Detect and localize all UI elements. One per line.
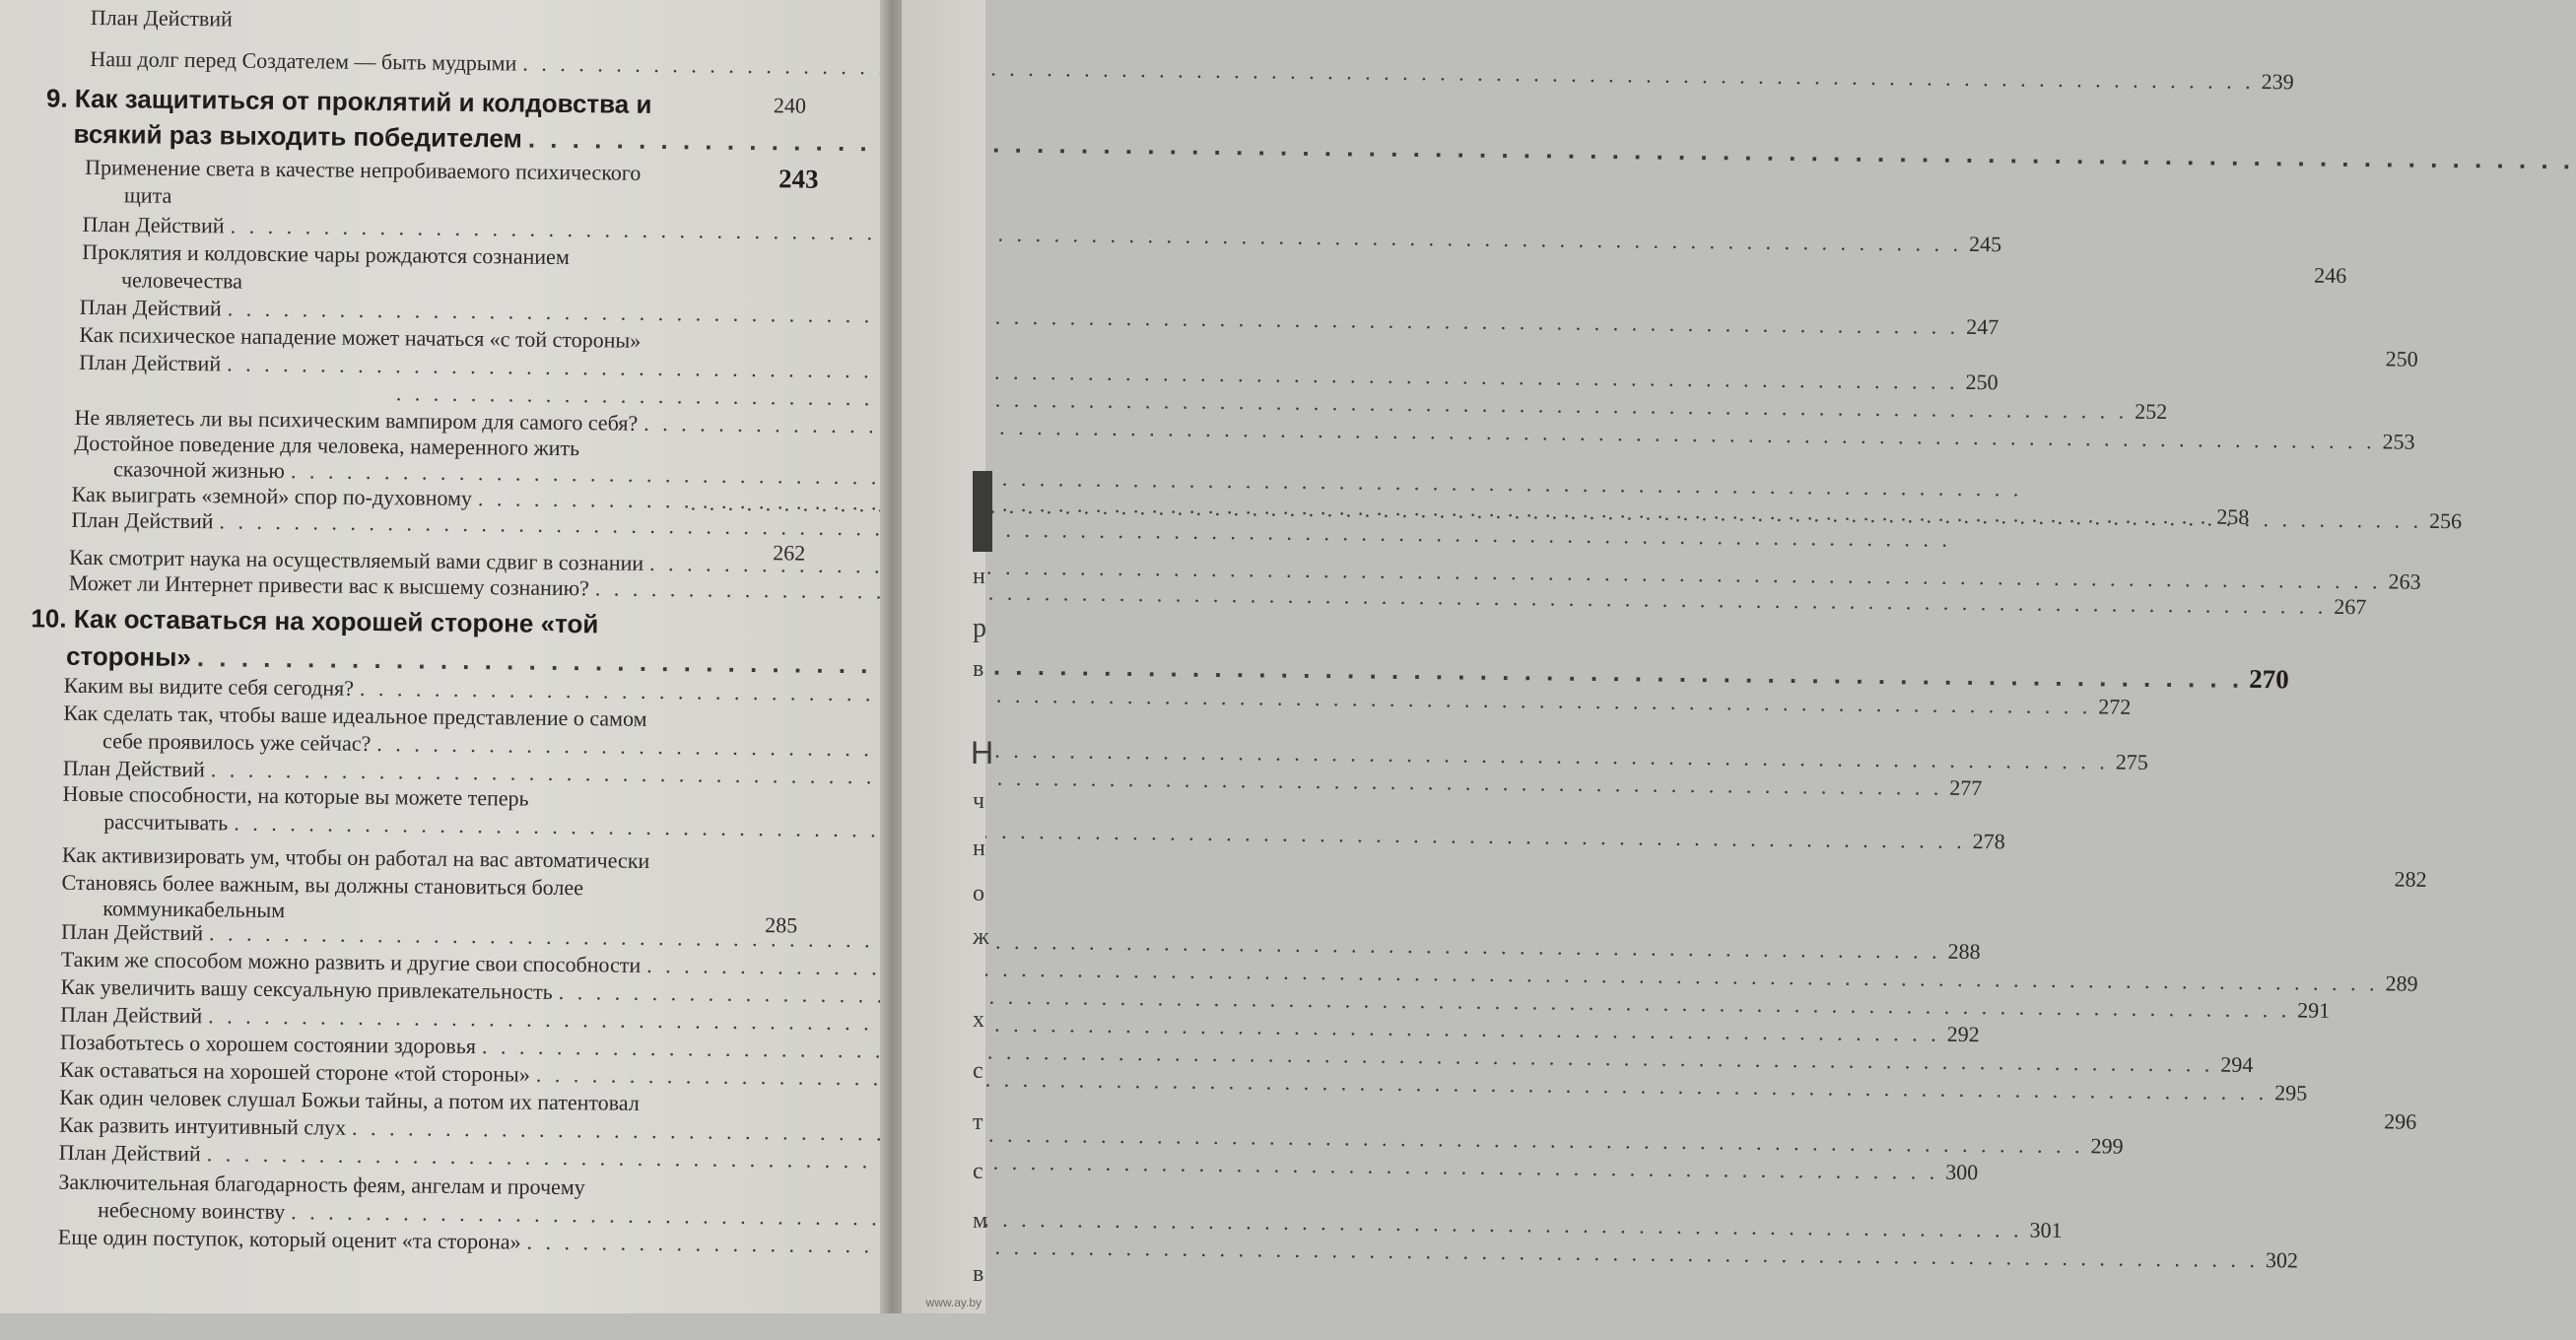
right-page-text-fragment: ч <box>973 788 985 814</box>
toc-entry-title: рассчитывать <box>103 809 229 836</box>
toc-page-number: 302 <box>2265 1247 2299 1273</box>
toc-entry-title: Наш долг перед Создателем — быть мудрыми <box>90 45 517 76</box>
right-page-text-fragment: в <box>973 1261 984 1287</box>
right-page-text-fragment: ж <box>973 924 989 950</box>
toc-page-number: 299 <box>2090 1133 2124 1159</box>
right-page-text-fragment: т <box>973 1109 983 1135</box>
chapter-9-heading: 9. Как защититься от проклятий и колдовства и <box>45 83 652 119</box>
toc-entry-title: Как развить интуитивный слух <box>58 1111 347 1140</box>
toc-entry-title: Проклятия и колдовские чары рождаются сознанием <box>82 238 570 270</box>
toc-page-number: 243 <box>778 164 819 194</box>
right-page-text-fragment: м <box>973 1208 988 1234</box>
watermark: www.ay.by <box>925 1296 982 1309</box>
toc-entry-title: Как активизировать ум, чтобы он работал на вас автоматически <box>61 841 650 873</box>
toc-entry-title: Как один человек слушал Божьи тайны, а потом их патентовал <box>59 1084 640 1115</box>
toc-page-number: 262 <box>773 540 806 566</box>
toc-entry-title: План Действий <box>79 349 222 376</box>
toc-entry-title: Как психическое нападение может начаться «с той стороны» <box>79 321 642 353</box>
toc-page-number: 239 <box>2261 69 2294 95</box>
toc-entry-title: Не являетесь ли вы психическим вампиром для самого себя? <box>74 404 639 436</box>
toc-page-number: 275 <box>2115 749 2148 774</box>
toc-page-number: 294 <box>2220 1051 2254 1078</box>
toc-entry-title: План Действий <box>58 1139 201 1167</box>
toc-page-number: 270 <box>2249 663 2289 695</box>
toc-page-number: 288 <box>1947 938 1981 965</box>
right-page-text-fragment: с <box>973 1159 983 1184</box>
toc-entry-title: Позаботьтесь о хорошем состоянии здоровья <box>59 1029 477 1059</box>
toc-page-number: 267 <box>2334 593 2367 620</box>
right-page-text-fragment: о <box>973 881 984 906</box>
right-page-text-fragment: н <box>973 564 985 589</box>
toc-page-number: 258 <box>2216 503 2250 529</box>
toc-entry: Достойное поведение для человека, намеренного жить <box>74 430 580 461</box>
toc-entry-title: План Действий <box>62 755 205 782</box>
toc-entry-title: Может ли Интернет привести вас к высшему сознанию? <box>68 570 590 601</box>
toc-page-number: 250 <box>2385 346 2418 371</box>
toc-entry-title: себе проявилось уже сейчас? <box>102 728 372 756</box>
toc-entry-title: Как оставаться на хорошей стороне «той стороны» <box>59 1056 530 1087</box>
toc-entry: Применение света в качестве непробиваемого психического <box>85 154 642 185</box>
toc-page-number: 285 <box>765 912 798 938</box>
toc-page-number: 295 <box>2274 1080 2308 1106</box>
toc-page-number: 282 <box>2394 866 2427 892</box>
toc-page-number: 246 <box>2314 262 2347 288</box>
toc-entry: Как сделать так, чтобы ваше идеальное представление о самом <box>63 700 647 731</box>
toc-page-number: 250 <box>1965 368 1999 395</box>
chapter-9-page <box>779 164 819 194</box>
toc-page-number: 301 <box>2029 1217 2063 1242</box>
right-page-text-fragment: с <box>973 1058 983 1084</box>
right-page-text-fragment: н <box>973 836 985 861</box>
toc-page-number: 296 <box>2384 1108 2417 1134</box>
toc-page-number: 253 <box>2382 429 2415 454</box>
toc-entry-title: Каким вы видите себя сегодня? <box>63 672 355 701</box>
toc-entry: коммуникабельным <box>102 896 286 923</box>
toc-page-number: 263 <box>2388 569 2421 594</box>
toc-entry-title: План Действий <box>60 1001 203 1029</box>
toc-entry-title: небесному воинству <box>98 1197 286 1225</box>
toc-entry <box>79 349 1999 395</box>
toc-entry <box>103 809 2005 854</box>
book-page-right <box>902 0 994 1313</box>
chapter-10-heading: 10. Как оставаться на хорошей стороне «той <box>31 603 599 639</box>
right-page-text-fragment: х <box>973 1007 984 1033</box>
chapter-9-title: всякий раз выходить победителем <box>73 118 522 154</box>
chapter-10-title: стороны» <box>65 640 192 673</box>
toc-entry: человечества <box>120 267 243 294</box>
toc-entry-title: План Действий <box>79 294 222 321</box>
toc-entry-title: Таким же способом можно развить и другие свои способности <box>60 946 642 977</box>
toc-entry-title: План Действий <box>60 918 204 946</box>
toc-entry: План Действий <box>90 4 233 32</box>
right-page-text-fragment: в <box>973 656 984 682</box>
toc-entry <box>90 45 2294 95</box>
toc-entry: Становясь более важным, вы должны становиться более <box>61 869 584 901</box>
leader-dots <box>522 51 2255 95</box>
toc-entry-title: Как выиграть «земной» спор по-духовному <box>71 481 473 511</box>
toc-page-number: 289 <box>2385 971 2418 996</box>
toc-entry-title: Еще один поступок, который оценит «та сторона» <box>57 1224 521 1254</box>
toc-page-number: 245 <box>1968 231 2002 257</box>
toc-entry-title: сказочной жизнью <box>112 456 286 484</box>
leader-dots <box>528 124 2575 176</box>
toc-entry-title: Как смотрит наука на осуществляемый вами сдвиг в сознании <box>68 544 644 575</box>
chapter-9-heading-line2 <box>73 119 820 158</box>
toc-page-number: 292 <box>1946 1021 1980 1047</box>
toc-entry-title: План Действий <box>82 211 225 238</box>
toc-page-number: 247 <box>1966 313 2000 340</box>
toc-entry-title: План Действий <box>71 506 214 534</box>
book-spine-gutter <box>880 0 904 1313</box>
toc-page-number: 278 <box>1972 829 2005 854</box>
toc-page-number: 252 <box>2135 398 2168 425</box>
toc-entry-title: Как увеличить вашу сексуальную привлекательность <box>60 973 553 1004</box>
toc-entry: щита <box>123 182 172 208</box>
toc-entry: Заключительная благодарность феям, ангелам и прочему <box>58 1169 585 1200</box>
toc-page-number: 291 <box>2297 997 2331 1023</box>
toc-page-number: 240 <box>773 93 807 118</box>
toc-page-number: 277 <box>1949 774 1983 801</box>
toc-page-number: 256 <box>2428 507 2463 534</box>
large-initial-glyph <box>973 471 992 552</box>
toc-entry: Новые способности, на которые вы можете теперь <box>62 780 529 811</box>
right-page-text-fragment: Н <box>971 735 994 770</box>
right-page-text-fragment: р <box>973 613 986 643</box>
toc-page-number: 272 <box>2098 694 2132 719</box>
toc-page-number: 300 <box>1945 1159 1979 1185</box>
